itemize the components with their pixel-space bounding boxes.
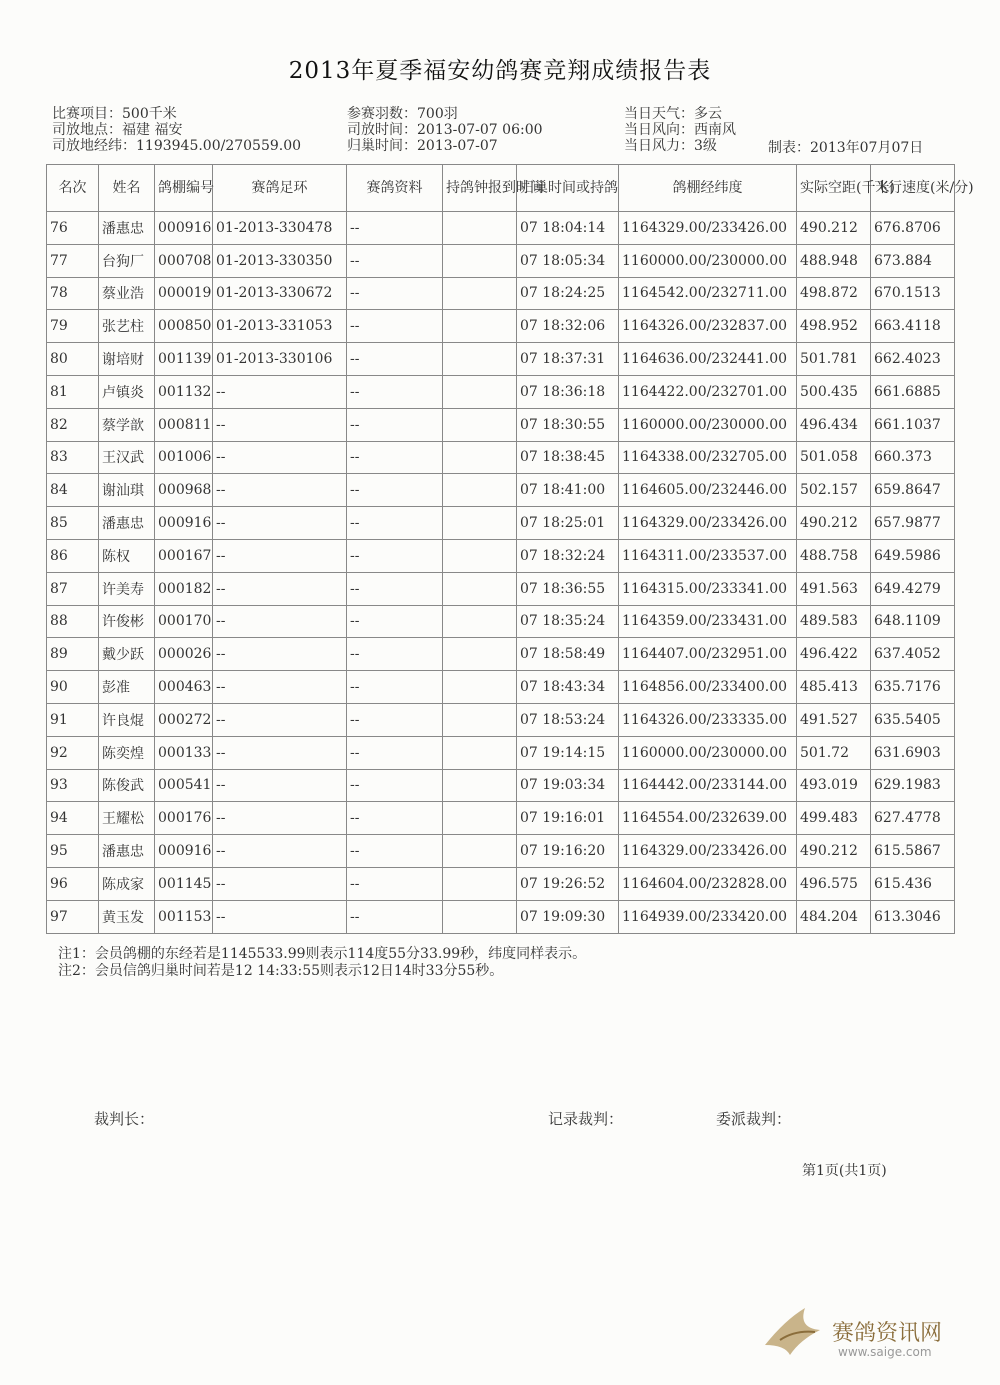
cell-distance: 491.527 — [797, 703, 871, 736]
cell-rank: 93 — [47, 769, 99, 802]
signature-assigned: 委派裁判： — [716, 1110, 792, 1128]
table-row — [47, 474, 955, 507]
table-row — [47, 736, 955, 769]
cell-return-time: 07 18:04:14 — [517, 212, 619, 245]
cell-rank: 90 — [47, 671, 99, 704]
cell-coords: 1164939.00/233420.00 — [619, 900, 797, 933]
cell-name: 戴少跃 — [99, 638, 155, 671]
header-ring: 赛鸽足环 — [213, 165, 347, 212]
cell-info: -- — [347, 441, 443, 474]
cell-distance: 489.583 — [797, 605, 871, 638]
cell-name: 谢汕琪 — [99, 474, 155, 507]
cell-coords: 1160000.00/230000.00 — [619, 244, 797, 277]
meta-release-coords: 司放地经纬：1193945.00/270559.00 — [52, 138, 302, 154]
cell-speed: 649.4279 — [871, 572, 955, 605]
cell-speed: 635.7176 — [871, 671, 955, 704]
cell-distance: 501.058 — [797, 441, 871, 474]
cell-clock-time — [443, 572, 517, 605]
cell-coords: 1164636.00/232441.00 — [619, 343, 797, 376]
cell-ring: -- — [213, 408, 347, 441]
cell-info: -- — [347, 703, 443, 736]
cell-clock-time — [443, 900, 517, 933]
cell-return-time: 07 18:43:34 — [517, 671, 619, 704]
cell-name: 王耀松 — [99, 802, 155, 835]
cell-speed: 615.436 — [871, 867, 955, 900]
cell-speed: 613.3046 — [871, 900, 955, 933]
cell-rank: 81 — [47, 375, 99, 408]
table-row — [47, 212, 955, 245]
site-logo[interactable] — [760, 1300, 970, 1370]
cell-coords: 1164329.00/233426.00 — [619, 212, 797, 245]
meta-return-date: 归巢时间：2013-07-07 — [347, 138, 498, 154]
cell-speed: 635.5405 — [871, 703, 955, 736]
cell-loft-id: 000850 — [155, 310, 213, 343]
cell-ring: -- — [213, 474, 347, 507]
note-2: 注2：会员信鸽归巢时间若是12 14:33:55则表示12日14时33分55秒。 — [58, 963, 504, 979]
cell-return-time: 07 18:32:06 — [517, 310, 619, 343]
cell-return-time: 07 18:36:18 — [517, 375, 619, 408]
cell-loft-id: 000167 — [155, 539, 213, 572]
cell-info: -- — [347, 638, 443, 671]
cell-return-time: 07 18:32:24 — [517, 539, 619, 572]
cell-distance: 488.948 — [797, 244, 871, 277]
cell-ring: -- — [213, 375, 347, 408]
cell-coords: 1164605.00/232446.00 — [619, 474, 797, 507]
cell-loft-id: 000811 — [155, 408, 213, 441]
cell-distance: 490.212 — [797, 212, 871, 245]
cell-clock-time — [443, 769, 517, 802]
cell-name: 许俊彬 — [99, 605, 155, 638]
cell-return-time: 07 19:16:01 — [517, 802, 619, 835]
table-row — [47, 539, 955, 572]
cell-clock-time — [443, 736, 517, 769]
cell-loft-id: 000541 — [155, 769, 213, 802]
cell-distance: 502.157 — [797, 474, 871, 507]
cell-clock-time — [443, 212, 517, 245]
pigeon-logo-icon — [760, 1300, 830, 1360]
cell-coords: 1164554.00/232639.00 — [619, 802, 797, 835]
cell-name: 卢镇炎 — [99, 375, 155, 408]
header-rank: 名次 — [47, 165, 99, 212]
cell-clock-time — [443, 867, 517, 900]
cell-name: 潘惠忠 — [99, 507, 155, 540]
cell-name: 彭准 — [99, 671, 155, 704]
table-row — [47, 343, 955, 376]
cell-coords: 1164311.00/233537.00 — [619, 539, 797, 572]
cell-return-time: 07 18:58:49 — [517, 638, 619, 671]
cell-speed: 627.4778 — [871, 802, 955, 835]
cell-clock-time — [443, 244, 517, 277]
cell-rank: 78 — [47, 277, 99, 310]
cell-rank: 76 — [47, 212, 99, 245]
cell-info: -- — [347, 736, 443, 769]
cell-return-time: 07 18:05:34 — [517, 244, 619, 277]
meta-wind-direction: 当日风向：西南风 — [624, 122, 736, 138]
cell-info: -- — [347, 769, 443, 802]
meta-entries: 参赛羽数：700羽 — [347, 106, 458, 122]
cell-ring: -- — [213, 769, 347, 802]
cell-clock-time — [443, 441, 517, 474]
cell-loft-id: 000176 — [155, 802, 213, 835]
cell-coords: 1164326.00/232837.00 — [619, 310, 797, 343]
cell-distance: 501.781 — [797, 343, 871, 376]
cell-info: -- — [347, 867, 443, 900]
table-row — [47, 703, 955, 736]
cell-coords: 1164442.00/233144.00 — [619, 769, 797, 802]
cell-info: -- — [347, 900, 443, 933]
cell-rank: 97 — [47, 900, 99, 933]
header-clock-time: 持鸽钟报到时间 — [443, 165, 517, 212]
cell-name: 许美寿 — [99, 572, 155, 605]
cell-speed: 615.5867 — [871, 835, 955, 868]
cell-ring: -- — [213, 703, 347, 736]
cell-rank: 95 — [47, 835, 99, 868]
cell-speed: 661.6885 — [871, 375, 955, 408]
cell-distance: 501.72 — [797, 736, 871, 769]
meta-release-place: 司放地点：福建 福安 — [52, 122, 183, 138]
logo-name: 赛鸽资讯网 — [832, 1321, 943, 1346]
cell-loft-id: 001139 — [155, 343, 213, 376]
cell-coords: 1164422.00/232701.00 — [619, 375, 797, 408]
cell-rank: 87 — [47, 572, 99, 605]
cell-rank: 96 — [47, 867, 99, 900]
header-coords: 鸽棚经纬度 — [619, 165, 797, 212]
table-row — [47, 900, 955, 933]
meta-col-1 — [52, 106, 301, 154]
cell-ring: -- — [213, 736, 347, 769]
cell-ring: 01-2013-330478 — [213, 212, 347, 245]
cell-info: -- — [347, 375, 443, 408]
header-distance: 实际空距(千米) — [797, 165, 871, 212]
meta-weather: 当日天气：多云 — [624, 106, 722, 122]
cell-return-time: 07 19:16:20 — [517, 835, 619, 868]
cell-info: -- — [347, 835, 443, 868]
cell-distance: 490.212 — [797, 507, 871, 540]
cell-loft-id: 000463 — [155, 671, 213, 704]
cell-rank: 83 — [47, 441, 99, 474]
cell-rank: 89 — [47, 638, 99, 671]
meta-event: 比赛项目：500千米 — [52, 106, 177, 122]
cell-loft-id: 000708 — [155, 244, 213, 277]
cell-loft-id: 001006 — [155, 441, 213, 474]
cell-rank: 82 — [47, 408, 99, 441]
table-row — [47, 802, 955, 835]
cell-speed: 659.8647 — [871, 474, 955, 507]
cell-info: -- — [347, 539, 443, 572]
cell-name: 谢培财 — [99, 343, 155, 376]
cell-loft-id: 000182 — [155, 572, 213, 605]
cell-return-time: 07 18:35:24 — [517, 605, 619, 638]
cell-speed: 660.373 — [871, 441, 955, 474]
cell-ring: 01-2013-331053 — [213, 310, 347, 343]
table-body — [47, 212, 955, 934]
cell-rank: 88 — [47, 605, 99, 638]
cell-distance: 496.422 — [797, 638, 871, 671]
header-info: 赛鸽资料 — [347, 165, 443, 212]
cell-clock-time — [443, 835, 517, 868]
cell-rank: 94 — [47, 802, 99, 835]
cell-ring: -- — [213, 441, 347, 474]
cell-rank: 92 — [47, 736, 99, 769]
cell-info: -- — [347, 605, 443, 638]
cell-rank: 91 — [47, 703, 99, 736]
cell-loft-id: 001153 — [155, 900, 213, 933]
cell-rank: 86 — [47, 539, 99, 572]
cell-clock-time — [443, 408, 517, 441]
cell-info: -- — [347, 671, 443, 704]
cell-info: -- — [347, 802, 443, 835]
cell-distance: 500.435 — [797, 375, 871, 408]
cell-ring: -- — [213, 671, 347, 704]
cell-return-time: 07 18:53:24 — [517, 703, 619, 736]
cell-loft-id: 000170 — [155, 605, 213, 638]
cell-return-time: 07 19:03:34 — [517, 769, 619, 802]
cell-speed: 663.4118 — [871, 310, 955, 343]
cell-coords: 1164326.00/233335.00 — [619, 703, 797, 736]
cell-name: 陈成家 — [99, 867, 155, 900]
cell-clock-time — [443, 310, 517, 343]
table-row — [47, 310, 955, 343]
cell-loft-id: 000968 — [155, 474, 213, 507]
table-row — [47, 605, 955, 638]
cell-name: 陈俊武 — [99, 769, 155, 802]
cell-ring: -- — [213, 867, 347, 900]
header-loft-id: 鸽棚编号 — [155, 165, 213, 212]
cell-rank: 85 — [47, 507, 99, 540]
table-row — [47, 244, 955, 277]
cell-rank: 80 — [47, 343, 99, 376]
table-row — [47, 408, 955, 441]
cell-return-time: 07 19:14:15 — [517, 736, 619, 769]
header-name: 姓名 — [99, 165, 155, 212]
cell-return-time: 07 19:26:52 — [517, 867, 619, 900]
note-1: 注1：会员鸽棚的东经若是1145533.99则表示114度55分33.99秒，纬度同样表示。 — [58, 946, 587, 962]
cell-clock-time — [443, 703, 517, 736]
cell-clock-time — [443, 539, 517, 572]
signature-chief: 裁判长： — [94, 1110, 155, 1128]
cell-name: 陈奕煌 — [99, 736, 155, 769]
cell-info: -- — [347, 244, 443, 277]
cell-ring: -- — [213, 900, 347, 933]
meta-release-time: 司放时间：2013-07-07 06:00 — [347, 122, 543, 138]
signature-record: 记录裁判： — [548, 1110, 624, 1128]
cell-coords: 1164329.00/233426.00 — [619, 835, 797, 868]
cell-name: 王汉武 — [99, 441, 155, 474]
results-table — [46, 164, 974, 934]
meta-col-2 — [347, 106, 543, 154]
cell-return-time: 07 18:37:31 — [517, 343, 619, 376]
table-row — [47, 671, 955, 704]
cell-loft-id: 000133 — [155, 736, 213, 769]
cell-distance: 484.204 — [797, 900, 871, 933]
cell-loft-id: 000916 — [155, 507, 213, 540]
cell-loft-id: 000272 — [155, 703, 213, 736]
cell-loft-id: 000019 — [155, 277, 213, 310]
cell-loft-id: 000916 — [155, 212, 213, 245]
cell-loft-id: 000026 — [155, 638, 213, 671]
page-number: 第1页(共1页) — [802, 1163, 887, 1179]
cell-return-time: 07 18:36:55 — [517, 572, 619, 605]
cell-clock-time — [443, 343, 517, 376]
cell-name: 台狗厂 — [99, 244, 155, 277]
cell-info: -- — [347, 572, 443, 605]
cell-clock-time — [443, 375, 517, 408]
cell-info: -- — [347, 277, 443, 310]
cell-distance: 496.434 — [797, 408, 871, 441]
cell-speed: 673.884 — [871, 244, 955, 277]
table-row — [47, 769, 955, 802]
cell-name: 陈权 — [99, 539, 155, 572]
table-row — [47, 507, 955, 540]
cell-coords: 1164329.00/233426.00 — [619, 507, 797, 540]
cell-distance: 488.758 — [797, 539, 871, 572]
cell-clock-time — [443, 507, 517, 540]
table-row — [47, 277, 955, 310]
cell-clock-time — [443, 671, 517, 704]
cell-distance: 498.952 — [797, 310, 871, 343]
cell-return-time: 07 18:24:25 — [517, 277, 619, 310]
cell-info: -- — [347, 507, 443, 540]
cell-return-time: 07 18:25:01 — [517, 507, 619, 540]
cell-coords: 1164604.00/232828.00 — [619, 867, 797, 900]
table-row — [47, 638, 955, 671]
logo-url: www.saige.com — [838, 1345, 932, 1359]
cell-speed: 670.1513 — [871, 277, 955, 310]
table-row — [47, 835, 955, 868]
cell-coords: 1160000.00/230000.00 — [619, 408, 797, 441]
cell-info: -- — [347, 474, 443, 507]
page-title: 2013年夏季福安幼鸽赛竞翔成绩报告表 — [288, 58, 712, 84]
cell-name: 许良焜 — [99, 703, 155, 736]
cell-name: 黄玉发 — [99, 900, 155, 933]
cell-ring: -- — [213, 835, 347, 868]
cell-distance: 493.019 — [797, 769, 871, 802]
cell-speed: 637.4052 — [871, 638, 955, 671]
cell-speed: 662.4023 — [871, 343, 955, 376]
meta-made-date: 制表：2013年07月07日 — [768, 140, 924, 156]
cell-info: -- — [347, 310, 443, 343]
cell-ring: -- — [213, 802, 347, 835]
cell-ring: -- — [213, 605, 347, 638]
cell-distance: 485.413 — [797, 671, 871, 704]
cell-speed: 649.5986 — [871, 539, 955, 572]
cell-speed: 629.1983 — [871, 769, 955, 802]
cell-clock-time — [443, 277, 517, 310]
header-speed: 飞行速度(米/分) — [871, 165, 955, 212]
cell-coords: 1164338.00/232705.00 — [619, 441, 797, 474]
cell-loft-id: 001132 — [155, 375, 213, 408]
cell-name: 张艺柱 — [99, 310, 155, 343]
cell-info: -- — [347, 212, 443, 245]
cell-ring: 01-2013-330106 — [213, 343, 347, 376]
cell-clock-time — [443, 605, 517, 638]
cell-distance: 490.212 — [797, 835, 871, 868]
cell-return-time: 07 18:38:45 — [517, 441, 619, 474]
cell-return-time: 07 19:09:30 — [517, 900, 619, 933]
cell-rank: 79 — [47, 310, 99, 343]
cell-clock-time — [443, 802, 517, 835]
cell-ring: -- — [213, 638, 347, 671]
cell-speed: 657.9877 — [871, 507, 955, 540]
cell-speed: 648.1109 — [871, 605, 955, 638]
cell-name: 潘惠忠 — [99, 835, 155, 868]
cell-rank: 84 — [47, 474, 99, 507]
table-row — [47, 441, 955, 474]
cell-return-time: 07 18:30:55 — [517, 408, 619, 441]
cell-clock-time — [443, 638, 517, 671]
table-row — [47, 572, 955, 605]
cell-name: 蔡学歆 — [99, 408, 155, 441]
cell-ring: 01-2013-330672 — [213, 277, 347, 310]
cell-speed: 631.6903 — [871, 736, 955, 769]
cell-coords: 1164407.00/232951.00 — [619, 638, 797, 671]
cell-ring: 01-2013-330350 — [213, 244, 347, 277]
cell-coords: 1164359.00/233431.00 — [619, 605, 797, 638]
cell-ring: -- — [213, 507, 347, 540]
cell-distance: 491.563 — [797, 572, 871, 605]
cell-ring: -- — [213, 539, 347, 572]
cell-loft-id: 001145 — [155, 867, 213, 900]
cell-coords: 1164315.00/233341.00 — [619, 572, 797, 605]
cell-coords: 1160000.00/230000.00 — [619, 736, 797, 769]
table-header-row — [47, 165, 955, 212]
cell-distance: 496.575 — [797, 867, 871, 900]
cell-name: 潘惠忠 — [99, 212, 155, 245]
cell-coords: 1164856.00/233400.00 — [619, 671, 797, 704]
cell-speed: 661.1037 — [871, 408, 955, 441]
cell-ring: -- — [213, 572, 347, 605]
cell-info: -- — [347, 408, 443, 441]
cell-speed: 676.8706 — [871, 212, 955, 245]
cell-distance: 498.872 — [797, 277, 871, 310]
meta-wind-force: 当日风力：3级 — [624, 138, 717, 154]
meta-col-3 — [624, 106, 736, 154]
cell-loft-id: 000916 — [155, 835, 213, 868]
cell-name: 蔡业浩 — [99, 277, 155, 310]
table-row — [47, 375, 955, 408]
cell-coords: 1164542.00/232711.00 — [619, 277, 797, 310]
cell-return-time: 07 18:41:00 — [517, 474, 619, 507]
notes — [58, 946, 586, 980]
cell-clock-time — [443, 474, 517, 507]
cell-distance: 499.483 — [797, 802, 871, 835]
header-return-time: 归巢时间或持鸽 — [517, 165, 619, 212]
cell-info: -- — [347, 343, 443, 376]
cell-rank: 77 — [47, 244, 99, 277]
table-row — [47, 867, 955, 900]
